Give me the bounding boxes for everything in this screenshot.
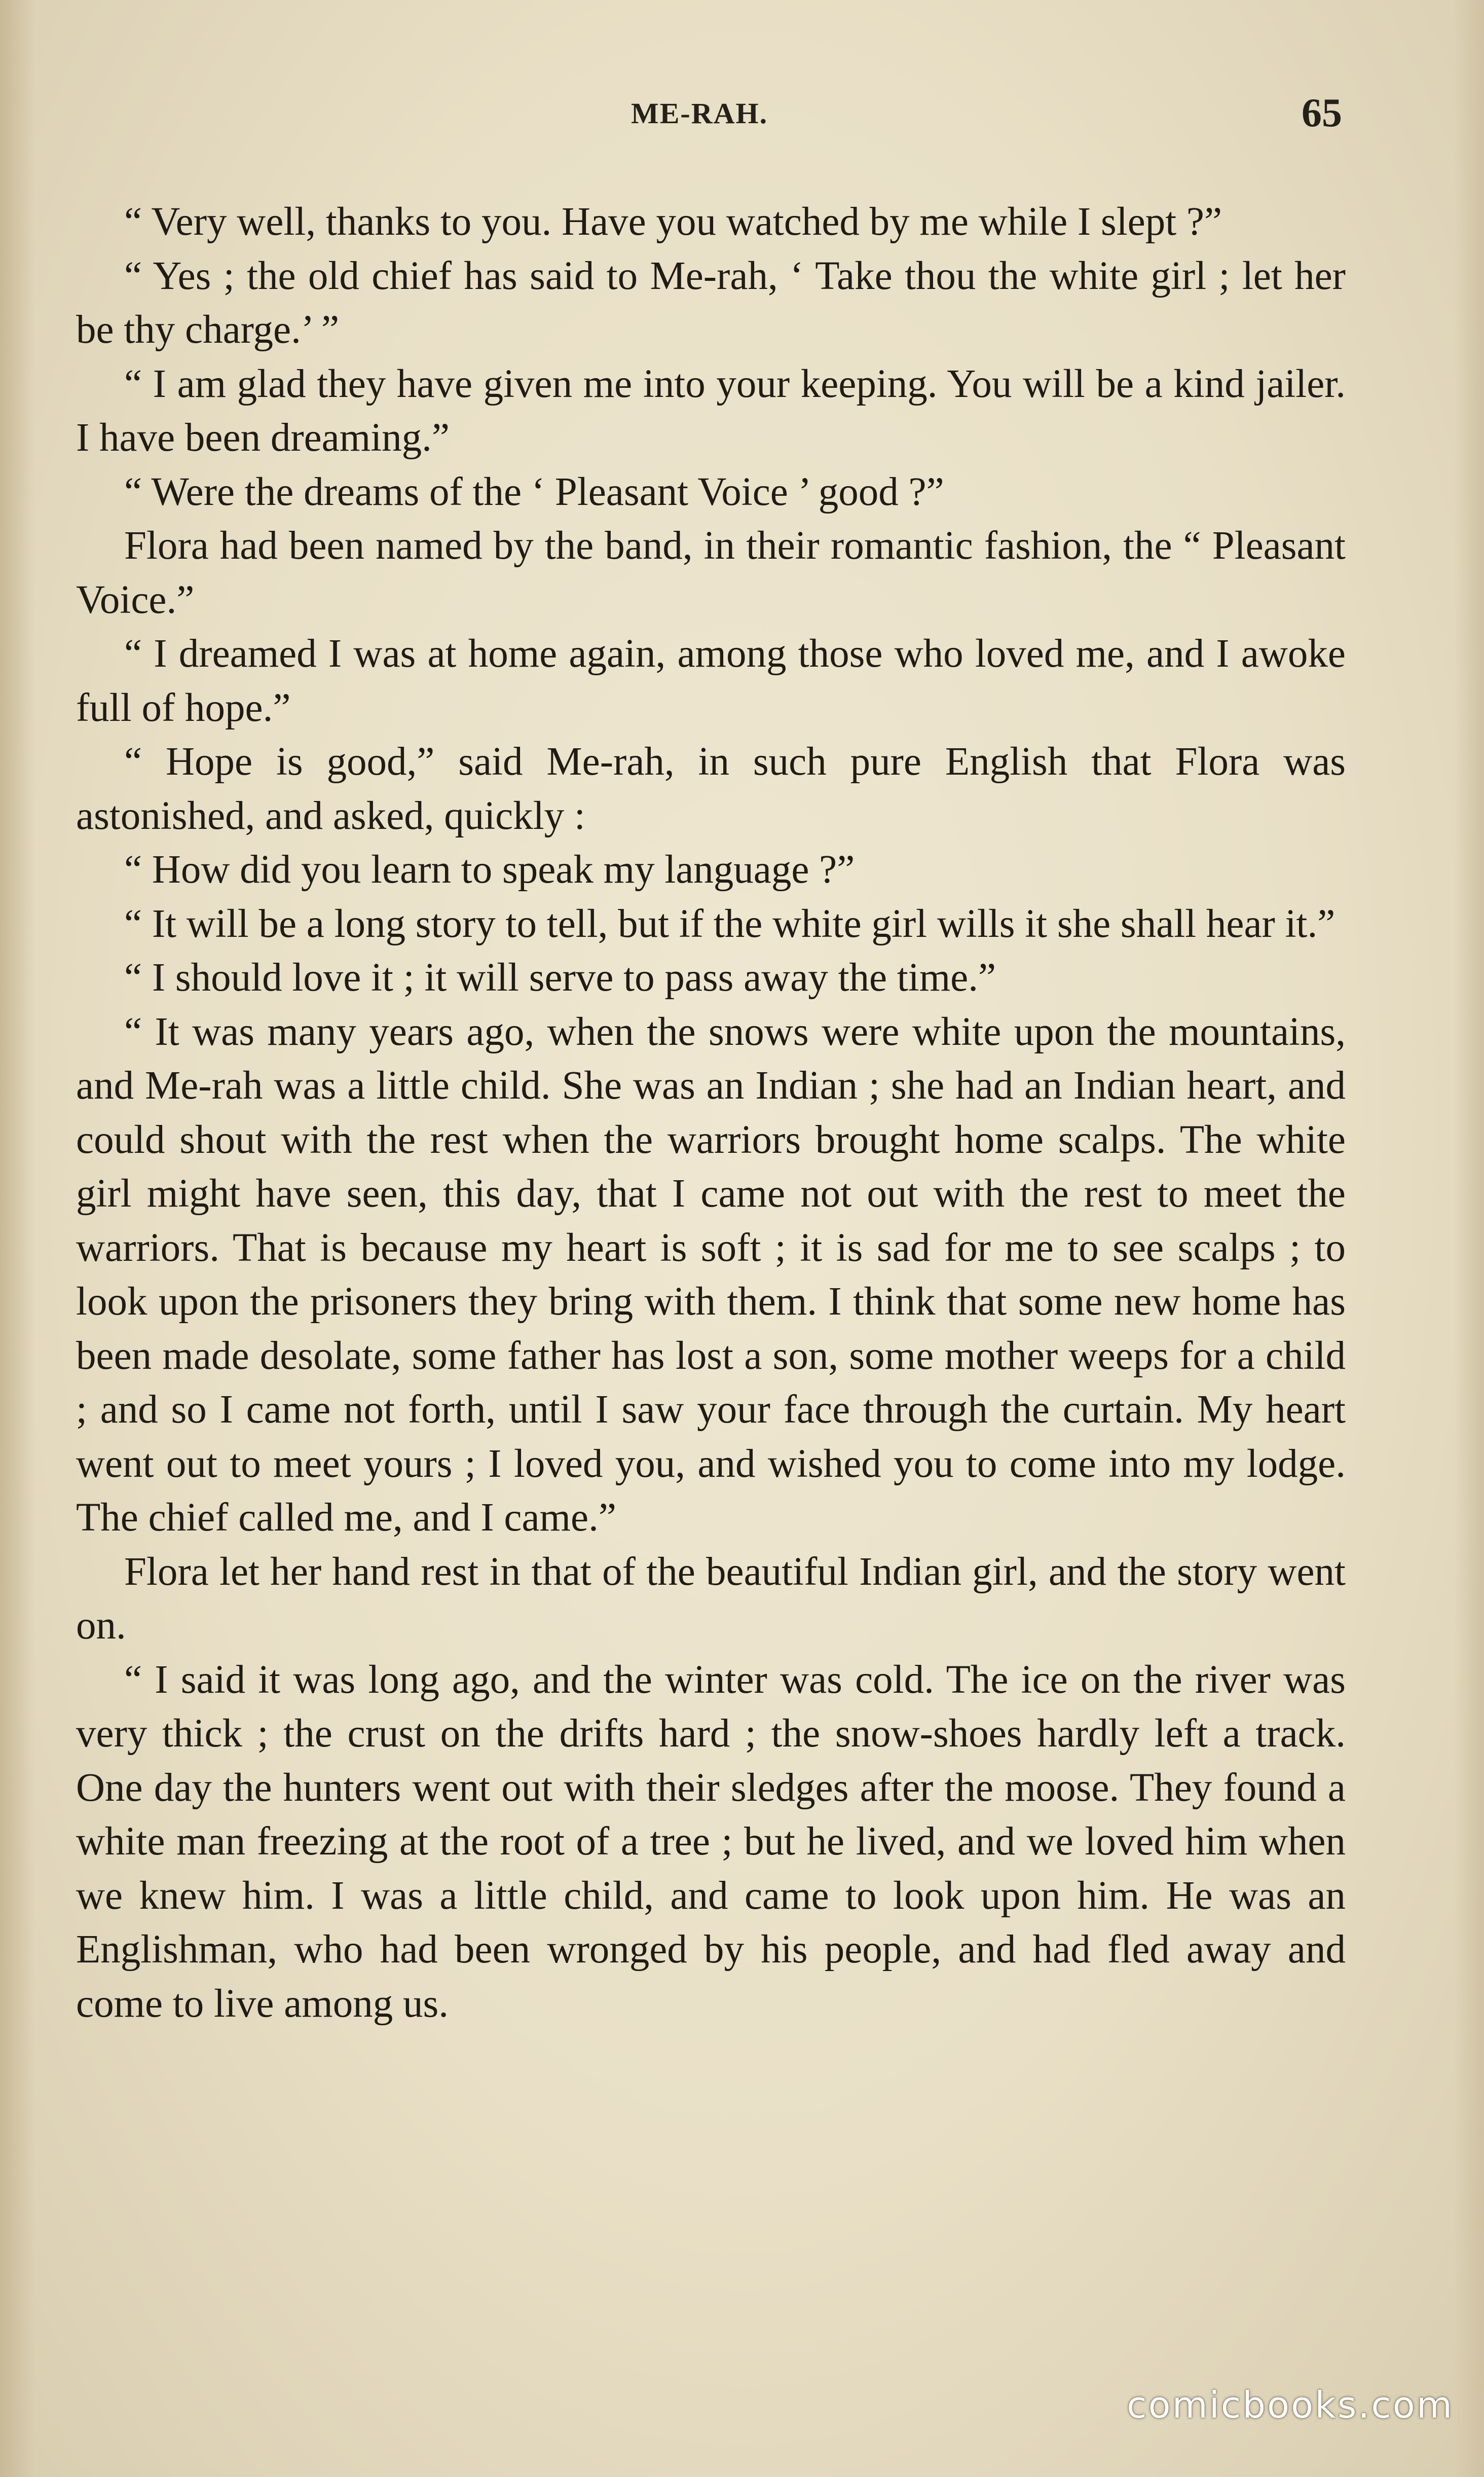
page-edge-shadow-right bbox=[1454, 0, 1484, 2477]
paragraph-7: “ Hope is good,” said Me-rah, in such pure English that Flora was astonished, and asked, quickly : bbox=[76, 740, 1346, 838]
paragraph-11: “ It was many years ago, when the snows were white upon the mountains, and Me-rah was a little child. She was an Indian ; she had an Indian heart, and could shout with the rest when the warriors brought home scalps. The white girl might have seen, this day, that I came not out with the rest to meet the warriors. That is because my heart is soft ; it is sad for me to see scalps ; to look upon the prisoners they bring with them. I think that some new home has been made desolate, some father has lost a son, some mother weeps for a child ; and so I came not forth, until I saw your face through the curtain. My heart went out to meet yours ; I loved you, and wished you to come into my lodge. The chief called me, and I came.” bbox=[76, 1009, 1346, 1540]
page-number: 65 bbox=[1302, 91, 1342, 135]
page-edge-shadow-left bbox=[0, 0, 35, 2477]
paragraph-5: Flora had been named by the band, in their romantic fashion, the “ Pleasant Voice.” bbox=[76, 524, 1346, 622]
paragraph-9: “ It will be a long story to tell, but if the white girl wills it she shall hear it.” bbox=[124, 901, 1335, 946]
running-head: ME-RAH. bbox=[631, 97, 768, 130]
watermark: comicbooks.com bbox=[1126, 2384, 1454, 2426]
body-text bbox=[76, 195, 1346, 2031]
paragraph-12: Flora let her hand rest in that of the beautiful Indian girl, and the story went on. bbox=[76, 1549, 1346, 1648]
paragraph-2: “ Yes ; the old chief has said to Me-rah, ‘ Take thou the white girl ; let her be thy charge.’ ” bbox=[76, 253, 1346, 352]
paragraph-4: “ Were the dreams of the ‘ Pleasant Voice ’ good ?” bbox=[124, 469, 944, 514]
paragraph-3: “ I am glad they have given me into your keeping. You will be a kind jailer. I have been dreaming.” bbox=[76, 361, 1346, 460]
paragraph-13: “ I said it was long ago, and the winter was cold. The ice on the river was very thick ; the crust on the drifts hard ; the snow-shoes hardly left a track. One day the hunters went out with their sledges after the moose. They found a white man freezing at the root of a tree ; but he lived, and we loved him when we knew him. I was a little child, and came to look upon him. He was an Englishman, who had been wronged by his people, and had fled away and come to live among us. bbox=[76, 1657, 1346, 2026]
paragraph-1: “ Very well, thanks to you. Have you watched by me while I slept ?” bbox=[124, 200, 1222, 244]
paragraph-10: “ I should love it ; it will serve to pass away the time.” bbox=[124, 956, 996, 1000]
paragraph-8: “ How did you learn to speak my language ?” bbox=[124, 848, 855, 892]
paragraph-6: “ I dreamed I was at home again, among those who loved me, and I awoke full of hope.” bbox=[76, 632, 1346, 730]
